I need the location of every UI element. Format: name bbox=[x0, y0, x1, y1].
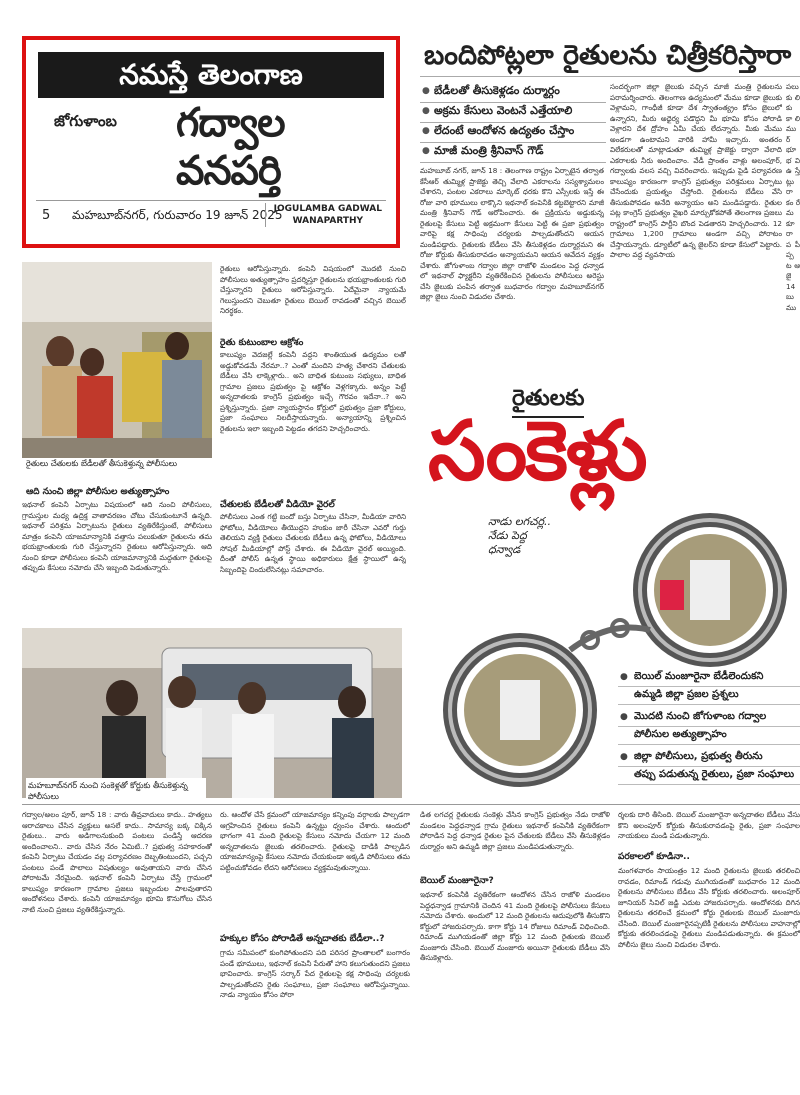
edition-prefix: జోగుళాంబ bbox=[54, 112, 117, 130]
headline-kicker: రైతులకు bbox=[512, 386, 584, 418]
edition-name-line2: వనపర్తి bbox=[176, 148, 281, 194]
subhead-family-anger: రైతు కుటుంబాల ఆక్రోశం bbox=[220, 338, 304, 348]
left-story-column-right-3: పోలీసులు ఎంత గట్టి బందో బస్తు ఏర్పాటు చేసినా, మీడియా వారిని ఫోటోలు, వీడియోలు తీయొద్దని హుకుం జారీ చేసినా ఎవరో గుర్తు తెలియని వ్యక్తి రైతులు చేతులకు బేడీలు ఉన్న ఫోటోలు, వీడియోలు సోషల్ మీడియాల్లో పోస్ట్ చేశారు. ఈ వీడియో వైరల్ అయ్యింది. దీంతో పోలీస్ ఉన్నత స్థాయి అధికారులు క్షేత్ర స్థాయిలో ఉన్న సిబ్బందిపై చిందులేసినట్లు సమాచారం. bbox=[220, 512, 406, 574]
headline-divider bbox=[420, 76, 800, 77]
bottom-column-4b: మంగళవారం సాయంత్రం 12 మంది రైతులను జైలుకు తరలించి రావడం, రిమాండ్ గడువు ముగియడంతో బుధవారం 12 మంది రైతులను పోలీసులు బేడీలు వేసి కోర్టుకు తరలించారు. అలంపూర్ జూనియర్ సివిల్ జడ్జి ఎదుట హాజరుపర్చారు. ఆందోళనకు దిగిన రైతులను తరలించే క్రమంలో కోర్టు రైతులకు బెయిల్ మంజూరు చేసింది. బెయిల్ మంజూరైనప్పటికీ రైతులను పోలీసులు వాహనాల్లో కోర్టుకు తరలించడంపై రైతులు మండిపడుతున్నారు. ఈ క్రమంలో పోలీసు జైలు నుంచి విడుదల చేశారు. bbox=[618, 866, 800, 949]
top-bullet-3: ● లేదంటే ఆందోళన ఉద్యతం చేస్తాం bbox=[420, 120, 606, 143]
handwritten-line-3: ధన్వాడ bbox=[488, 543, 521, 556]
masthead bbox=[22, 36, 400, 248]
subhead-rights-fight: హక్కుల కోసం పోరాడితే అన్నదాతకు బేడీలా..? bbox=[220, 934, 385, 944]
bottom-column-3b: ఇథనాల్ కంపెనీకి వ్యతిరేకంగా ఆందోళన చేసిన రాజోళి మండలం పెద్దధన్వాడ గ్రామానికి చెందిన 41 మంది రైతులపై పోలీసులు కేసులు నమోదు చేశారు. అందులో 12 మంది రైతులను ఆదుపులోకి తీసుకొని కోర్టులో హాజరుపర్చారు. కాగా కోర్టు 14 రోజులు రిమాండ్ విధించింది. రిమాండ్ ముగియడంతో జిల్లా కోర్టు 12 మంది రైతులకు బెయిల్ మంజూరు చేసింది. బెయిల్ మంజూరు అయినా రైతులకు బేడీలు వేసి తీసుకెళ్లారు. bbox=[420, 890, 610, 962]
top-bullet-1: ● బేడీలతో తీసుకెళ్లడం దుర్మార్గం bbox=[420, 80, 606, 103]
edition-code-line1: JOGULAMBA GADWAL bbox=[273, 204, 382, 214]
bottom-column-2b: గ్రామ సమీపంలో కుంగిపోతుందని పది పరిసర ప్రాంతాలలో బంగారం పండే భూములు, ఇథనాల్ కంపెనీ పేరుతో హాని కలుగుతుందని ప్రజలు భావించారు. కాంగ్రెస్ సర్కార్ పేద రైతులపై కక్ష సాధింపు చర్యలకు పాల్పడుతోందని రైతు సంఘాలు, ప్రజా సంఘాలు ఆరోపిస్తున్నాయి. నాడు న్యాయం కోసం పోరా bbox=[220, 948, 410, 999]
main-headline: సంకెళ్లు bbox=[428, 404, 646, 499]
edition-code-line2: WANAPARTHY bbox=[292, 216, 364, 226]
page-number: 5 bbox=[42, 208, 51, 223]
top-story-column-1: మహబూబ్ నగర్, జూన్ 18 : తెలంగాణ రాష్ట్రం ఏర్పాటైన తర్వాత కేసీఆర్ తుమ్మిళ్ల ప్రాజెక్టు తెచ్చి వేలాది ఎకరాలను సస్యశ్యామలం చేశారని, పంటల ఎకరాలు మార్కెట్ ధరకు కొని ఎస్సీలకు ఇస్తే ఈ రోజు వారి భూములు లాక్కొని ఇథనాల్ కంపెనీకి కట్టబెట్టారని మాజీ మంత్రి శ్రీనివాస్ గౌడ్ ఆరోపించారు. ఈ ప్రక్రియను అడ్డుకున్న రైతులపై కేసులు పెట్టి అక్రమంగా కేసులు పెట్టి ఈ ప్రజా ప్రభుత్వం వారిపై కక్ష సాధింపు చర్యలకు పాల్పడుతోందని ఆయన మండిపడ్డారు. రైతులకు బేడీలు వేసి తీసుకెళ్లడం దుర్మార్గమని ఈ రోజు కోర్టుకు తీసుకురావడం అన్యాయమని ఆయన ఆవేదన వ్యక్తం చేశారు. జోగుళాంబ గద్వాల జిల్లా రాజోళి మండలం పెద్ద ధన్వాడ లో ఇథనాల్ ఫ్యాక్టరీని వ్యతిరేకించిన రైతులను పోలీసులు అరెస్టు చేసి జైలుకు పంపిన తర్వాత బుధవారం గద్వాల మహబూబ్‌నగర్ జిల్లా జైలు నుంచి విడుదల చేశారు. bbox=[420, 166, 604, 301]
left-story-column-left: ఇథనాల్ కంపెనీ ఏర్పాటు విషయంలో ఆది నుంచి పోలీసులు, గ్రామస్తుల మధ్య ఉద్రిక్త వాతావరణం చోటు చేసుకుంటూనే ఉన్నది. ఇథనాల్ పరిశ్రమ ఏర్పాటును రైతులు వ్యతిరేకిస్తుంటే, పోలీసులు మాత్రం కంపెనీ యాజమాన్యానికి వత్తాసు పలుకుతూ రైతులను తమ భయభ్రాంతులకు గురి చేస్తున్నారని రైతులు ఆరోపిస్తున్నారు. ఆది నుంచి కూడా పోలీసులు కంపెనీ యాజమాన్యానికి మద్దతుగా రైతులపై తప్పుడు కేసులు నమోదు చేసి ఇబ్బంది పెడుతున్నారు. bbox=[22, 500, 212, 572]
right-bullet-1: ● బెయిల్ మంజూరైనా బేడీలెందుకని bbox=[618, 668, 800, 687]
handwritten-line-2: నేడు పెద్ద bbox=[488, 529, 527, 542]
photo1-caption: రైతులు చేతులకు బేడీలతో తీసుకెళ్తున్న పోలీసులు bbox=[26, 459, 178, 468]
edition-name-line1: గద్వాల bbox=[176, 100, 285, 146]
left-story-column-right: రైతులు ఆరోపిస్తున్నారు. కంపెనీ విషయంలో మొదటి నుంచి పోలీసులు అత్యుత్సాహం ప్రదర్శిస్తూ రైతులను భయభ్రాంతులకు గురి చేస్తున్నారని రైతులు ఆరోపిస్తున్నారు. ఏదేమైనా న్యాయమే గెలుస్తుందని చెబుతూ రైతులు బెయిల్ రావడంతో వచ్చిన బెయిల్ నిరర్థకం. bbox=[220, 264, 406, 315]
bottom-column-4: ర్శలకు దారి తీసింది. బెయిల్ మంజూరైనా అన్నదాతల బేడీలు వేసు కొని అలంపూర్ కోర్టుకు తీసుకురావడంపై రైతు, ప్రజా సంఘాల నాయకులు మండి పడుతున్నారు. bbox=[618, 810, 800, 840]
top-story-headline: బందిపోట్లలా రైతులను చిత్రీకరిస్తారా bbox=[424, 40, 792, 71]
bottom-column-3: డిత లగచర్ల రైతులకు సంకెళ్లు వేసిన కాంగ్రెస్ ప్రభుత్వం నేడు రాజోళి మండలం పెద్దధన్వాడ గ్రామ రైతులు ఇథనాల్ కంపెనీకి వ్యతిరేకంగా పోరాడిన పెద్ద ధన్వాడ రైతుల పైన చేతులకు బేడీలు వేసి తీసుకెళ్లడం దుర్మార్గం అని ఉమ్మడి జిల్లా ప్రజలు మండిపడుతున్నారు. bbox=[420, 810, 610, 851]
right-bullet-2-cont: పోలీసుల అత్యుత్సాహం bbox=[618, 726, 800, 745]
right-bullet-3: ● జిల్లా పోలీసులు, ప్రభుత్వ తీరును bbox=[618, 748, 800, 767]
right-bullet-1-cont: ఉమ్మడి జిల్లా ప్రజల ప్రశ్నలు bbox=[618, 686, 800, 705]
top-story-column-3: పలు కు లి కు కా లి ము ర్ భూ భ వి ఉ స్తే ట్లు రా కం రే మ కూ రా ప పీ ప్ప ట ఆ జై 14 బు ము bbox=[786, 82, 800, 312]
subhead-bail-granted: బెయిల్ మంజూరైనా? bbox=[420, 876, 494, 886]
subhead-police-overzeal: ఆది నుంచి జిల్లా పోలీసుల అత్యుత్సాహం bbox=[26, 487, 170, 497]
dateline: మహబూబ్‌నగర్, గురువారం 19 జూన్ 2025 bbox=[72, 208, 283, 222]
bottom-column-2: రు. ఆందోళ చేసే క్రమంలో యాజమాన్యం కన్నింపు వర్గాలకు పాల్పడగా ఆగ్రహించిన రైతులు కంపెనీ ఉన్నట్టు ధ్వంసం చేశారు. ఆందులో భాగంగా 41 మంది రైతులపై కేసులు నమోదు చేయగా 12 మంది అన్నదాతలను జైలుకు తరలించారు. రైతులపై దాడికి పాల్పడిన యాజమాన్యంపై కేసులు నమోదు చేయకుండా అక్కడి పోలీసులు తమ పట్టించుకోవడం లేదని ఆరోపణలు వ్యక్తమవుతున్నాయి. bbox=[220, 810, 410, 872]
right-bullet-3-cont: తప్పు పడుతున్న రైతులు, ప్రజా సంఘాలు bbox=[618, 766, 800, 785]
photo-farmers-handcuffed bbox=[22, 262, 212, 458]
handwritten-line-1: నాడు లగచర్ల.. bbox=[488, 515, 551, 528]
edition-code bbox=[265, 203, 382, 227]
right-bullet-2: ● మొదటి నుంచి జోగుళాంబ గద్వాల bbox=[618, 708, 800, 727]
bottom-column-1: గద్వాల/అలం పూర్, జూన్ 18 : వారు తీవ్రవాదులు కాదు.. హత్యలు ఆరాచకాలు చేసిన వ్యక్తులు అసలే కాదు.. సామాన్య బక్క చిక్కిన రైతులు.. వారు అడిగాలనుకుంది పంటలు పండిస్తే ఆదరణ అందించాలని.. వారు చేసిన నేరం ఏమిటి..? ప్రభుత్వ సహకారంతో కంపెనీ ఏర్పాటు చేయడం వల్ల పర్యావరణం దెబ్బతింటుందని, పచ్చని పంటలు పండే పొలాలు విషతుల్యం అవుతాయని వారు చేసిన పోరాటమే నేరమైంది. ఇథనాల్ కంపెనీ ఏర్పాటు చేస్తే గ్రామంలో కాలుష్యం కారణంగా గ్రామాల ప్రజలు ఇబ్బందుల పాలవుతారని ఆందోళనలు చేశారు. కంపెనీ యాజమాన్యం భూమి కొనుగోలు చేసిన నాటి నుంచి ప్రజలు వ్యతిరేకిస్తున్నారు. bbox=[22, 810, 212, 914]
top-bullet-4: ● మాజీ మంత్రి శ్రీనివాస్ గౌడ్ bbox=[420, 140, 606, 163]
newspaper-brand: నమస్తే తెలంగాణ bbox=[38, 52, 384, 98]
subhead-parakala: పరకాలలో కూడినా.. bbox=[618, 852, 690, 862]
masthead-divider bbox=[36, 200, 386, 201]
photo2-caption: మహబూబ్‌నగర్ నుంచి సంకెళ్లతో కోర్టుకు తీసుకెళ్తున్న పోలీసులు bbox=[26, 778, 206, 804]
bottom-divider bbox=[22, 804, 800, 805]
left-story-column-right-2: కాలుష్యం వెదజల్లే కంపెనీ వద్దని శాంతియుత ఉద్యమం లతో అడ్డుకోవడమే నేరమా..? ఎంతో మందిని హత్య చేశారని చేతులకు బేడీలు వేసి లాక్కెళ్లారు.. అని బాధిత కుటుంబ సభ్యులు, బాధిత గ్రామాల ప్రజలు ప్రభుత్వం పై ఆక్రోశం వెళ్లగక్కారు. అన్నం పెట్టే అన్నదాతలకు కాంగ్రెస్ ప్రభుత్వం ఇచ్చే గౌరవం ఇదేనా..? అని ప్రశ్నిస్తున్నారు. ప్రజా న్యాయస్థానం కోర్టులో ప్రభుత్వం ప్రజా కోర్టులు, ప్రజా సంఘాలు నిలదీస్తాయన్నారు. అన్యాయాన్ని ప్రశ్నించిన రైతులను ఇలా ఇబ్బంది పెట్టడం తగదని హెచ్చరించారు. bbox=[220, 350, 406, 433]
top-bullet-2: ● అక్రమ కేసులు వెంటనే ఎత్తేయాలి bbox=[420, 100, 606, 123]
subhead-video-viral: చేతులకు బేడీలతో వీడియో వైరల్ bbox=[220, 500, 335, 510]
top-story-column-2: సందర్భంగా జిల్లా జైలుకు వచ్చిన మాజీ మంత్రి రైతులను పరామర్శించారు. తెలంగాణ ఉద్యమంలో మేము కూడా జైలుకు వెళ్లామని, గాంధీజీ కూడా దేశ స్వాతంత్య్రం కోసం జైలులో ఉన్నారని, మీరు అధైర్య పడొద్దని మీ భూమి కోసం పోరాడి వెళ్లారని దేశ ద్రోహం ఏమీ చేయ లేదన్నారు. మీకు మేము అండగా ఉంటామని వారికి హామీ ఇచ్చారు. అంతరం విలేకరులతో మాట్లాడుతూ తుమ్మిళ్ల ప్రాజెక్టు ద్వారా వేలాది ఎకరాలకు నీరు అందించాం. వేడీ ప్రాంతం వాళ్లు అలంపూర్, గద్వాలకు వలస వచ్చి వివరించారు. ఇప్పుడు పైడి పర్యావరణ కాలుష్యం కారణంగా కాంగ్రెస్ ప్రభుత్వం పరిశ్రమలు ఏర్పాటు చేసేందుకు ప్రయత్నం చేస్తోంది. రైతులను బేడీలు వేసి తీసుకుపోవడం అనేది అన్యాయం అని మండిపడ్డారు. రైతుల పట్ల కాంగ్రెస్ ప్రభుత్వం వైఖరి మార్చుకోకపోతే తెలంగాణ ప్రజలు రాష్ట్రంలో కాంగ్రెస్ పార్టీని బొంద పెడతారని హెచ్చరించారు. 12 గ్రామాలు 1,200 గ్రామాలు అండగా వచ్చి పోరాటం చేస్తాయన్నారు. డ్యూటీలో ఉన్న జైలర్‌ని కూడా కేసులో పెట్టారు. పాలాల వద్ద వ్యవసాయ bbox=[610, 82, 782, 259]
photo-police-van bbox=[22, 628, 402, 798]
